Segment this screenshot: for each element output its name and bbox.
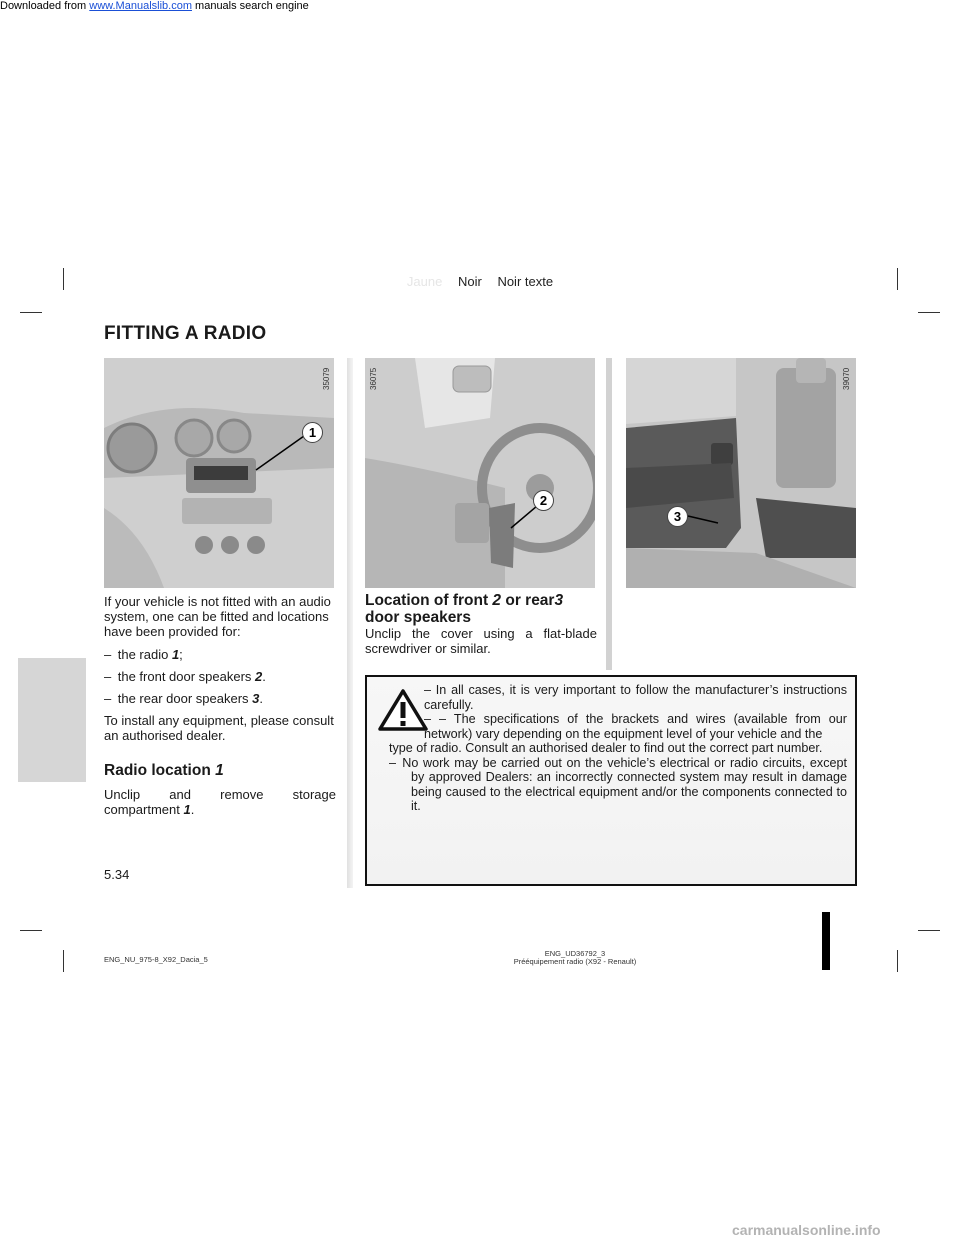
column-divider — [606, 358, 612, 670]
crop-mark — [20, 312, 42, 313]
rear-door-illustration — [626, 358, 856, 588]
figure-front-door — [365, 358, 595, 588]
crop-mark — [918, 312, 940, 313]
footer-section-id: ENG_UD36792_3 — [544, 949, 606, 958]
figure-code: 35079 — [322, 367, 331, 390]
location-list — [104, 647, 336, 706]
front-door-illustration — [365, 358, 595, 588]
list-item-ref: 1 — [171, 647, 180, 662]
left-column — [104, 594, 336, 817]
crop-mark — [63, 950, 64, 972]
page-number: 5.34 — [104, 867, 130, 882]
list-item-ref: 2 — [255, 669, 263, 684]
crop-mark — [918, 930, 940, 931]
footer-section-title: Prééquipement radio (X92 - Renault) — [513, 957, 637, 966]
speaker-heading-b: or rear — [501, 592, 555, 609]
color-label-noir: Noir — [457, 274, 482, 289]
speaker-heading-ref-rear: 3 — [554, 592, 564, 609]
callout-3: 3 — [667, 506, 688, 527]
callout-1: 1 — [302, 422, 323, 443]
footer-section-code — [500, 950, 650, 966]
speaker-heading-ref-front: 2 — [492, 592, 502, 609]
crop-mark — [897, 950, 898, 972]
figure-code: 36075 — [369, 367, 378, 390]
consult-text: To install any equipment, please consult an authorised dealer. — [104, 713, 334, 743]
list-item-end: ; — [179, 647, 183, 662]
radio-heading-ref: 1 — [215, 762, 224, 779]
callout-2: 2 — [533, 490, 554, 511]
radio-text-ref: 1 — [183, 802, 191, 817]
list-item-text: – the rear door speakers — [104, 691, 253, 706]
warning-box — [365, 675, 857, 886]
speaker-heading-c: door speakers — [365, 609, 471, 626]
warning-line: type of radio. Consult an authorised dealer to find out the correct part number. — [389, 741, 823, 755]
speaker-location-text: Unclip the cover using a flat-blade screwdriver or similar. — [365, 626, 597, 656]
manualslib-link[interactable]: www.Manualslib.com — [89, 0, 192, 12]
footer-doc-code: ENG_NU_975-8_X92_Dacia_5 — [104, 955, 208, 964]
page-edge-marker — [822, 912, 830, 970]
intro-text: If your vehicle is not fitted with an audio system, one can be fitted and locations have been provided for: — [104, 594, 331, 639]
color-label-jaune: Jaune — [406, 274, 443, 289]
figure-dashboard — [104, 358, 334, 588]
page-title: FITTING A RADIO — [104, 323, 267, 344]
figure-rear-door — [626, 358, 856, 588]
radio-text: Unclip and remove storage compartment — [104, 787, 336, 817]
list-item-end: . — [262, 669, 266, 684]
list-item-end: . — [259, 691, 263, 706]
warning-text — [389, 683, 847, 814]
warning-line: – In all cases, it is very important to follow the manufacturer’s instructions carefully. — [424, 683, 847, 712]
speaker-location-heading — [365, 592, 597, 626]
banner-prefix: Downloaded from — [0, 0, 90, 12]
speaker-heading-a: Location of front — [365, 592, 493, 609]
print-color-labels — [0, 274, 960, 289]
figure-code: 39070 — [842, 367, 851, 390]
list-item-text: – the radio — [104, 647, 172, 662]
color-label-noir-texte: Noir texte — [497, 274, 554, 289]
radio-location-heading — [104, 763, 336, 778]
dashboard-illustration — [104, 358, 334, 588]
list-item — [104, 647, 336, 662]
crop-mark — [20, 930, 42, 931]
warning-line: – – The specifications of the brackets and wires (available from our network) vary depending on the equipment level of your vehicle and the — [424, 712, 847, 741]
radio-text-end: . — [190, 802, 195, 817]
list-item — [104, 691, 336, 706]
banner-suffix: manuals search engine — [191, 0, 309, 12]
list-item — [104, 669, 336, 684]
list-item-text: – the front door speakers — [104, 669, 256, 684]
column-divider — [347, 358, 353, 888]
chapter-tab — [18, 658, 86, 782]
list-item-ref: 3 — [252, 691, 260, 706]
radio-location-text — [104, 787, 336, 817]
watermark: carmanualsonline.info — [732, 1222, 881, 1238]
download-banner — [0, 0, 309, 12]
warning-line: – No work may be carried out on the vehicle’s electrical or radio circuits, except by approved Dealers: an incorrectly connected system may result in damage being caused to the electrical equipment and/or the components connected to it. — [389, 755, 847, 813]
middle-column — [365, 592, 597, 656]
radio-heading-text: Radio location — [104, 762, 216, 779]
